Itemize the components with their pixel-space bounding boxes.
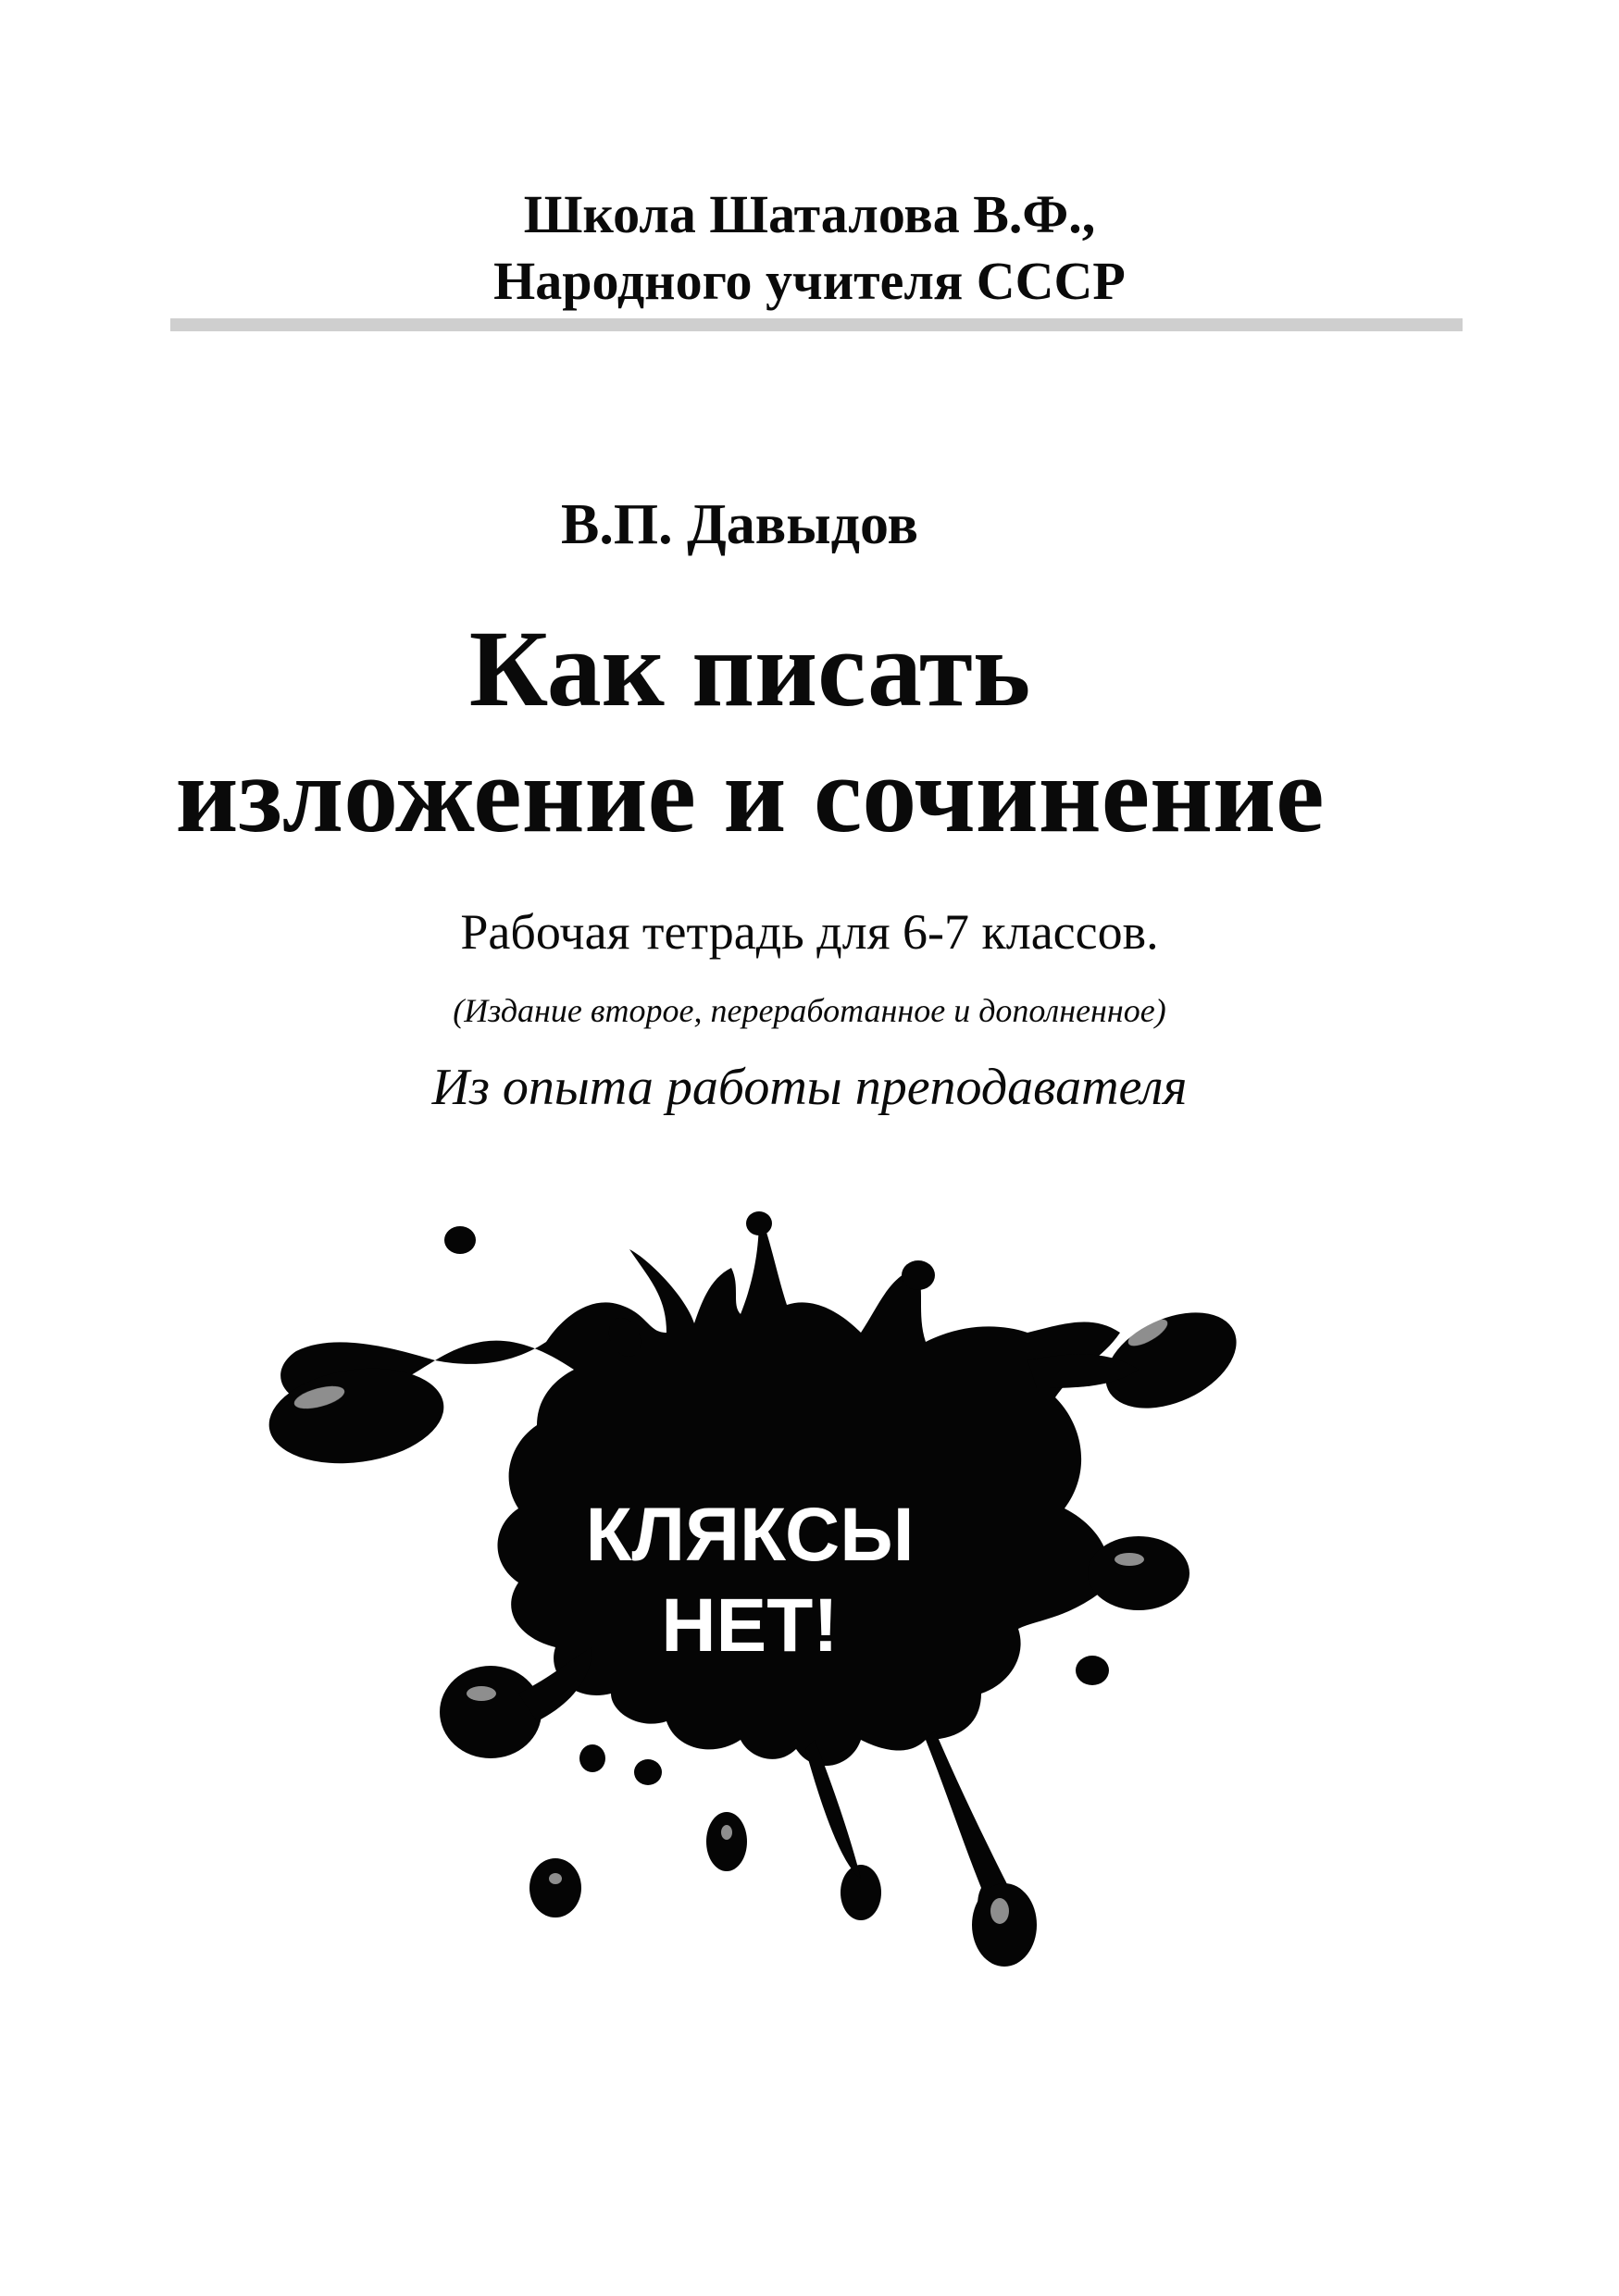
- slogan-line-1: КЛЯКСЫ: [585, 1493, 915, 1577]
- author: В.П. Давыдов: [561, 493, 918, 556]
- series-line-1: Школа Шаталова В.Ф.,: [523, 184, 1096, 244]
- title-line-2: изложение и сочинение: [175, 734, 1325, 855]
- series-line-2: Народного учителя СССР: [493, 251, 1126, 311]
- slogan-line-2: НЕТ!: [661, 1583, 839, 1668]
- title-line-1: Как писать: [468, 608, 1031, 729]
- blot-slogan: [518, 1490, 981, 1671]
- subtitle: Рабочая тетрадь для 6-7 классов.: [460, 904, 1159, 960]
- experience-note: Из опыта работы преподавателя: [431, 1059, 1188, 1116]
- edition-note: (Издание второе, переработанное и дополненное): [453, 992, 1166, 1029]
